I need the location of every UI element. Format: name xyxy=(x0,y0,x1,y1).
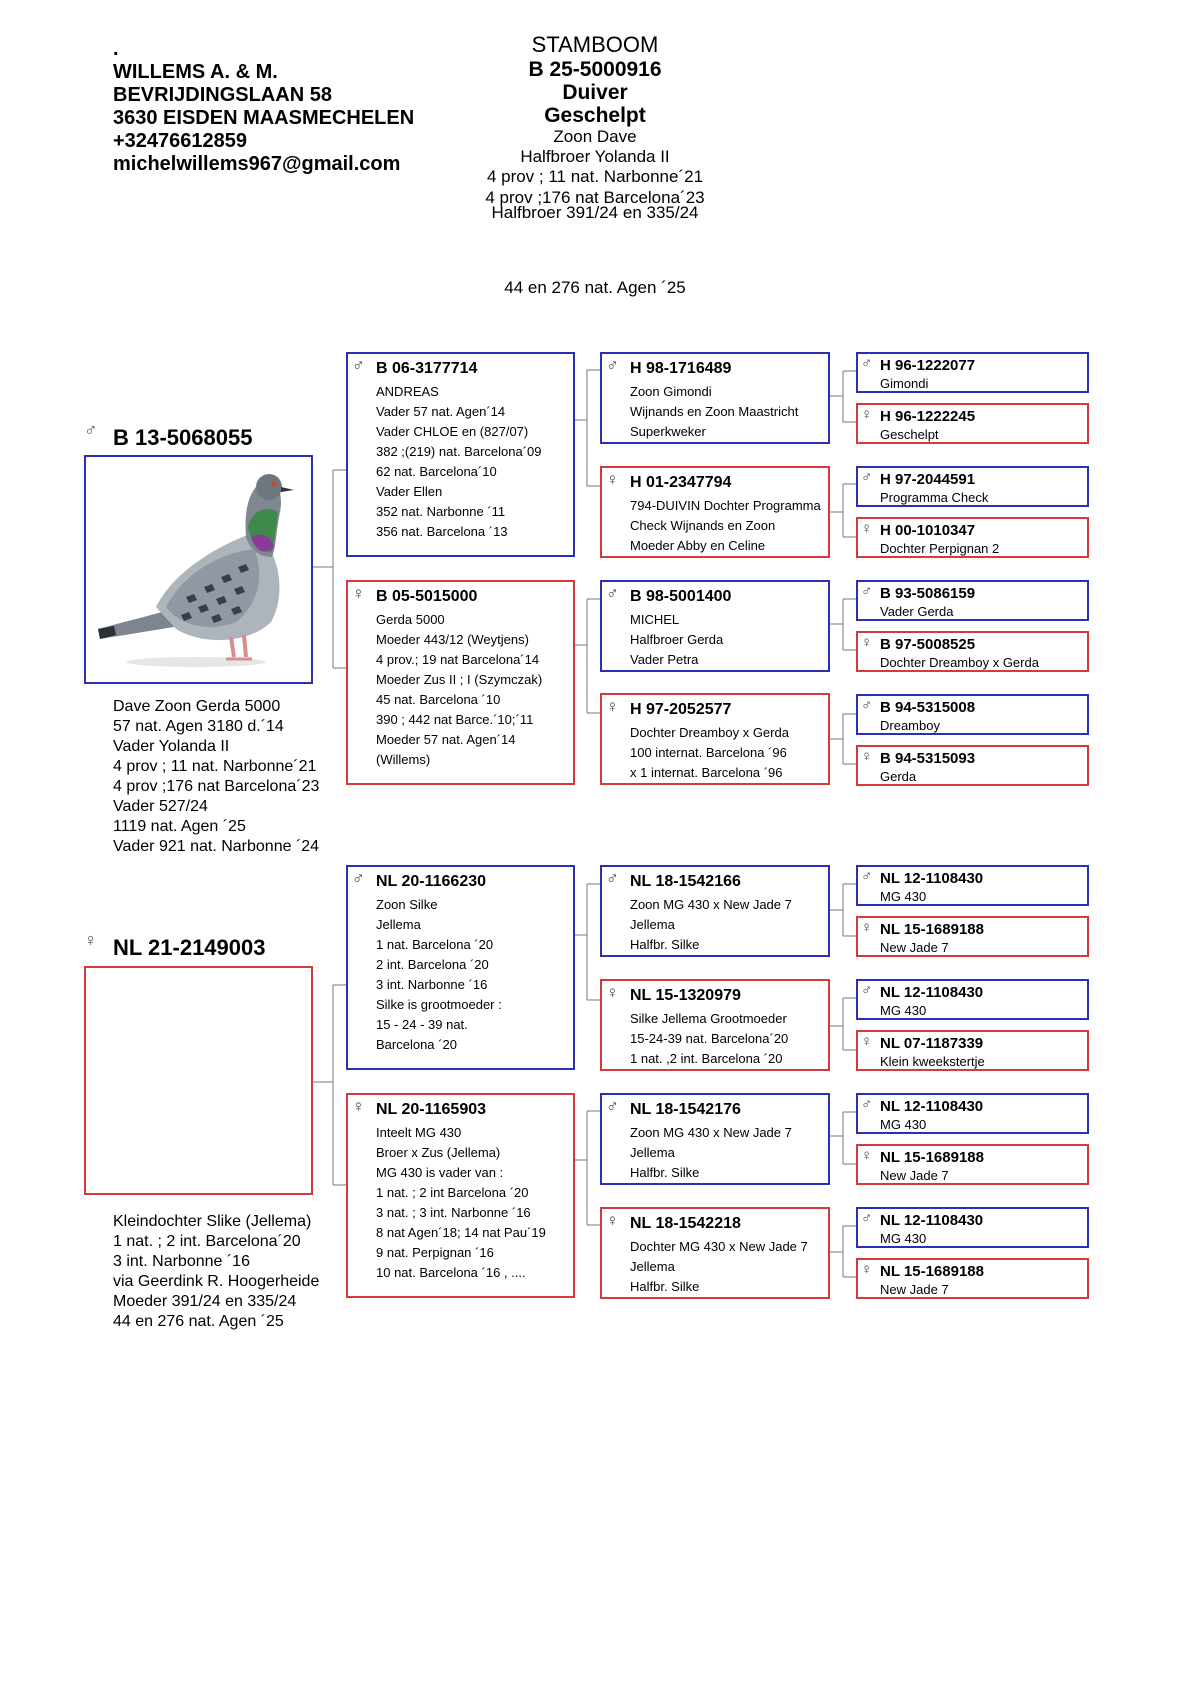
pedigree-box-gen4 xyxy=(856,1144,1089,1185)
page-title: STAMBOOM xyxy=(531,32,659,57)
ancestor-note: Programma Check xyxy=(880,490,989,505)
female-symbol-icon: ♀ xyxy=(84,930,98,950)
ancestor-note: MG 430 xyxy=(880,1117,927,1132)
ancestor-note: Halfbr. Silke xyxy=(630,1165,700,1180)
male-symbol-icon: ♂ xyxy=(352,356,365,375)
pedigree-box-gen4 xyxy=(856,1258,1089,1299)
male-symbol-icon: ♂ xyxy=(861,868,873,885)
female-symbol-icon: ♀ xyxy=(861,520,873,537)
ancestor-note: Superkweker xyxy=(630,424,706,439)
male-symbol-icon: ♂ xyxy=(606,584,619,603)
female-symbol-icon: ♀ xyxy=(861,1147,873,1164)
subject-result: 44 en 276 nat. Agen ´25 xyxy=(504,278,686,297)
female-symbol-icon: ♀ xyxy=(861,406,873,423)
ancestor-note: Jellema xyxy=(376,917,421,932)
pedigree-box-gen3 xyxy=(600,352,830,444)
dam-notes xyxy=(113,1212,319,1332)
ancestor-note: Dochter Perpignan 2 xyxy=(880,541,1000,556)
ancestor-ring: NL 20-1166230 xyxy=(376,873,487,890)
ancestor-note: MG 430 xyxy=(880,1231,927,1246)
ancestor-note: 3 int. Narbonne ´16 xyxy=(376,977,488,992)
sire-note: Dave Zoon Gerda 5000 xyxy=(113,698,281,715)
ancestor-note: Klein kweekstertje xyxy=(880,1054,985,1069)
pedigree-box-gen4 xyxy=(856,979,1089,1020)
ancestor-ring: B 05-5015000 xyxy=(376,588,478,605)
owner-email: michelwillems967@gmail.com xyxy=(113,153,401,175)
male-symbol-icon: ♂ xyxy=(861,583,873,600)
ancestor-note: 2 int. Barcelona ´20 xyxy=(376,957,489,972)
ancestor-note: 1 nat. Barcelona ´20 xyxy=(376,937,494,952)
ancestor-note: Gerda xyxy=(880,769,917,784)
ancestor-note: 62 nat. Barcelona´10 xyxy=(376,464,497,479)
ancestor-note: x 1 internat. Barcelona ´96 xyxy=(630,765,783,780)
pedigree-box-gen2 xyxy=(346,580,575,785)
female-symbol-icon: ♀ xyxy=(861,634,873,651)
pedigree-box-gen3 xyxy=(600,979,830,1071)
ancestor-note: Moeder 57 nat. Agen´14 xyxy=(376,732,516,747)
pedigree-box-gen2 xyxy=(346,352,575,557)
ancestor-note: 356 nat. Barcelona ´13 xyxy=(376,524,508,539)
subject-sex: Duiver xyxy=(562,81,628,104)
male-symbol-icon: ♂ xyxy=(861,355,873,372)
male-symbol-icon: ♂ xyxy=(606,869,619,888)
ancestor-note: (Willems) xyxy=(376,752,431,767)
pedigree-box-gen4 xyxy=(856,580,1089,621)
ancestor-ring: NL 15-1689188 xyxy=(880,1149,984,1166)
ancestor-note: Vader CHLOE en (827/07) xyxy=(376,424,529,439)
ancestor-ring: B 94-5315008 xyxy=(880,699,976,716)
subject-note: 4 prov ;176 nat Barcelona´23 xyxy=(485,188,705,207)
ancestor-ring: B 98-5001400 xyxy=(630,588,732,605)
pedigree-box-gen4 xyxy=(856,694,1089,735)
female-symbol-icon: ♀ xyxy=(861,748,873,765)
female-symbol-icon: ♀ xyxy=(352,584,365,603)
ancestor-note: Halfbroer Gerda xyxy=(630,632,724,647)
male-symbol-icon: ♂ xyxy=(861,982,873,999)
female-symbol-icon: ♀ xyxy=(606,1211,619,1230)
dam-note: via Geerdink R. Hoogerheide xyxy=(113,1273,320,1290)
ancestor-ring: H 96-1222245 xyxy=(880,408,976,425)
male-symbol-icon: ♂ xyxy=(606,356,619,375)
owner-phone: +32476612859 xyxy=(113,130,248,152)
pedigree-box-gen4 xyxy=(856,745,1089,786)
subject-color: Geschelpt xyxy=(544,104,646,127)
ancestor-note: Dochter Dreamboy x Gerda xyxy=(630,725,789,740)
ancestor-ring: NL 18-1542176 xyxy=(630,1101,741,1118)
pedigree-box-gen4 xyxy=(856,517,1089,558)
ancestor-note: Silke Jellema Grootmoeder xyxy=(630,1011,787,1026)
ancestor-note: Gimondi xyxy=(880,376,929,391)
ancestor-note: Dochter Dreamboy x Gerda xyxy=(880,655,1039,670)
pedigree-box-gen4 xyxy=(856,916,1089,957)
ancestor-ring: B 06-3177714 xyxy=(376,360,478,377)
ancestor-note: Wijnands en Zoon Maastricht xyxy=(630,404,799,419)
male-symbol-icon: ♂ xyxy=(352,869,365,888)
dam-note: 1 nat. ; 2 int. Barcelona´20 xyxy=(113,1233,301,1250)
pedigree-box-gen4 xyxy=(856,352,1089,393)
sire-note: 4 prov ; 11 nat. Narbonne´21 xyxy=(113,758,317,775)
dam-ring: NL 21-2149003 xyxy=(113,935,266,960)
ancestor-ring: B 93-5086159 xyxy=(880,585,976,602)
ancestor-note: Check Wijnands en Zoon xyxy=(630,518,776,533)
female-symbol-icon: ♀ xyxy=(352,1097,365,1116)
pedigree-box-gen4 xyxy=(856,403,1089,444)
ancestor-note: 1 nat. ; 2 int Barcelona ´20 xyxy=(376,1185,529,1200)
ancestor-note: Jellema xyxy=(630,917,675,932)
sire-note: Vader Yolanda II xyxy=(113,738,230,755)
male-symbol-icon: ♂ xyxy=(861,1210,873,1227)
ancestor-note: ANDREAS xyxy=(376,384,439,399)
ancestor-note: MICHEL xyxy=(630,612,680,627)
ancestor-note: 1 nat. ,2 int. Barcelona ´20 xyxy=(630,1051,783,1066)
male-symbol-icon: ♂ xyxy=(861,1096,873,1113)
ancestor-ring: NL 07-1187339 xyxy=(880,1035,984,1052)
ancestor-ring: NL 15-1689188 xyxy=(880,1263,984,1280)
pedigree-box-gen4 xyxy=(856,631,1089,672)
pedigree-box-gen4 xyxy=(856,1093,1089,1134)
ancestor-ring: NL 18-1542166 xyxy=(630,873,741,890)
ancestor-ring: NL 20-1165903 xyxy=(376,1101,487,1118)
pedigree-box-gen3 xyxy=(600,865,830,957)
female-symbol-icon: ♀ xyxy=(861,1033,873,1050)
sire-notes xyxy=(113,697,319,857)
ancestor-ring: H 96-1222077 xyxy=(880,357,976,374)
ancestor-note: 15 - 24 - 39 nat. xyxy=(376,1017,468,1032)
pedigree-box-gen4 xyxy=(856,865,1089,906)
dam-note: 44 en 276 nat. Agen ´25 xyxy=(113,1313,284,1330)
sire-ring: B 13-5068055 xyxy=(113,425,253,450)
female-symbol-icon: ♀ xyxy=(606,697,619,716)
ancestor-note: 3 nat. ; 3 int. Narbonne ´16 xyxy=(376,1205,531,1220)
pedigree-box-gen4 xyxy=(856,1030,1089,1071)
sire-note: Vader 921 nat. Narbonne ´24 xyxy=(113,838,320,855)
ancestor-note: Moeder Zus II ; I (Szymczak) xyxy=(376,672,543,687)
ancestor-note: Vader Ellen xyxy=(376,484,443,499)
ancestor-ring: NL 12-1108430 xyxy=(880,1212,984,1229)
ancestor-note: Barcelona ´20 xyxy=(376,1037,457,1052)
ancestor-note: 8 nat Agen´18; 14 nat Pau´19 xyxy=(376,1225,546,1240)
ancestor-note: Silke is grootmoeder : xyxy=(376,997,502,1012)
ancestor-note: Zoon Silke xyxy=(376,897,438,912)
pedigree-box-gen2 xyxy=(346,1093,575,1298)
ancestor-note: Halfbr. Silke xyxy=(630,1279,700,1294)
sire-note: 4 prov ;176 nat Barcelona´23 xyxy=(113,778,320,795)
ancestor-note: New Jade 7 xyxy=(880,1282,949,1297)
subject-note: Halfbroer 391/24 en 335/24 xyxy=(491,203,699,222)
subject-ring: B 25-5000916 xyxy=(528,58,662,81)
ancestor-ring: H 01-2347794 xyxy=(630,474,732,491)
ancestor-note: 382 ;(219) nat. Barcelona´09 xyxy=(376,444,542,459)
ancestor-note: 9 nat. Perpignan ´16 xyxy=(376,1245,494,1260)
pigeon-image xyxy=(86,457,311,682)
male-symbol-icon: ♂ xyxy=(606,1097,619,1116)
ancestor-ring: NL 15-1689188 xyxy=(880,921,984,938)
sire-note: Vader 527/24 xyxy=(113,798,208,815)
male-symbol-icon: ♂ xyxy=(84,420,98,440)
owner-city: 3630 EISDEN MAASMECHELEN xyxy=(113,107,415,129)
ancestor-ring: NL 18-1542218 xyxy=(630,1215,741,1232)
dam-note: 3 int. Narbonne ´16 xyxy=(113,1253,250,1270)
ancestor-note: 10 nat. Barcelona ´16 , .... xyxy=(376,1265,526,1280)
pedigree-box-gen2 xyxy=(346,865,575,1070)
ancestor-note: 794-DUIVIN Dochter Programma xyxy=(630,498,821,513)
pedigree-box-gen3 xyxy=(600,1207,830,1299)
ancestor-ring: H 98-1716489 xyxy=(630,360,732,377)
ancestor-note: Jellema xyxy=(630,1145,675,1160)
male-symbol-icon: ♂ xyxy=(861,469,873,486)
ancestor-note: 100 internat. Barcelona ´96 xyxy=(630,745,787,760)
sire-note: 1119 nat. Agen ´25 xyxy=(113,818,246,835)
sire-note: 57 nat. Agen 3180 d.´14 xyxy=(113,718,284,735)
ancestor-note: Zoon Gimondi xyxy=(630,384,712,399)
ancestor-note: Moeder 443/12 (Weytjens) xyxy=(376,632,529,647)
ancestor-ring: H 97-2044591 xyxy=(880,471,976,488)
pedigree-box-gen3 xyxy=(600,1093,830,1185)
ancestor-note: Geschelpt xyxy=(880,427,939,442)
pedigree-box-gen3 xyxy=(600,466,830,558)
ancestor-note: Jellema xyxy=(630,1259,675,1274)
owner-street: BEVRIJDINGSLAAN 58 xyxy=(113,84,332,106)
ancestor-note: 15-24-39 nat. Barcelona´20 xyxy=(630,1031,789,1046)
pedigree-box-gen3 xyxy=(600,580,830,672)
ancestor-note: New Jade 7 xyxy=(880,1168,949,1183)
dam-note: Kleindochter Slike (Jellema) xyxy=(113,1213,312,1230)
subject-note: Halfbroer Yolanda II xyxy=(520,147,670,166)
ancestor-note: Vader Petra xyxy=(630,652,699,667)
ancestor-ring: NL 12-1108430 xyxy=(880,1098,984,1115)
ancestor-note: Zoon MG 430 x New Jade 7 xyxy=(630,897,792,912)
dam-note: Moeder 391/24 en 335/24 xyxy=(113,1293,297,1310)
ancestor-ring: NL 12-1108430 xyxy=(880,870,984,887)
pedigree-box-gen3 xyxy=(600,693,830,785)
ancestor-ring: B 97-5008525 xyxy=(880,636,976,653)
ancestor-note: Zoon MG 430 x New Jade 7 xyxy=(630,1125,792,1140)
ancestor-note: Inteelt MG 430 xyxy=(376,1125,462,1140)
ancestor-ring: NL 15-1320979 xyxy=(630,987,741,1004)
ancestor-note: MG 430 is vader van : xyxy=(376,1165,504,1180)
owner-dot: . xyxy=(113,38,119,60)
ancestor-note: MG 430 xyxy=(880,889,927,904)
ancestor-note: Moeder Abby en Celine xyxy=(630,538,766,553)
ancestor-note: Dochter MG 430 x New Jade 7 xyxy=(630,1239,808,1254)
sire-photo xyxy=(84,455,313,684)
male-symbol-icon: ♂ xyxy=(861,697,873,714)
ancestor-note: Vader 57 nat. Agen´14 xyxy=(376,404,506,419)
ancestor-note: 352 nat. Narbonne ´11 xyxy=(376,504,506,519)
subject-note: Zoon Dave xyxy=(553,127,637,146)
owner-name: WILLEMS A. & M. xyxy=(113,61,278,83)
ancestor-ring: H 00-1010347 xyxy=(880,522,976,539)
female-symbol-icon: ♀ xyxy=(861,919,873,936)
ancestor-ring: H 97-2052577 xyxy=(630,701,732,718)
ancestor-note: 4 prov.; 19 nat Barcelona´14 xyxy=(376,652,540,667)
pedigree-box-gen4 xyxy=(856,1207,1089,1248)
ancestor-note: 390 ; 442 nat Barce.´10;´11 xyxy=(376,712,534,727)
ancestor-note: Halfbr. Silke xyxy=(630,937,700,952)
ancestor-note: Broer x Zus (Jellema) xyxy=(376,1145,501,1160)
female-symbol-icon: ♀ xyxy=(606,470,619,489)
female-symbol-icon: ♀ xyxy=(861,1261,873,1278)
dam-photo xyxy=(84,966,313,1195)
ancestor-note: Gerda 5000 xyxy=(376,612,445,627)
ancestor-note: MG 430 xyxy=(880,1003,927,1018)
subject-note: 4 prov ; 11 nat. Narbonne´21 xyxy=(486,167,704,186)
ancestor-ring: B 94-5315093 xyxy=(880,750,976,767)
ancestor-ring: NL 12-1108430 xyxy=(880,984,984,1001)
ancestor-note: Dreamboy xyxy=(880,718,940,733)
ancestor-note: 45 nat. Barcelona ´10 xyxy=(376,692,501,707)
pedigree-box-gen4 xyxy=(856,466,1089,507)
female-symbol-icon: ♀ xyxy=(606,983,619,1002)
ancestor-note: Vader Gerda xyxy=(880,604,954,619)
ancestor-note: New Jade 7 xyxy=(880,940,949,955)
